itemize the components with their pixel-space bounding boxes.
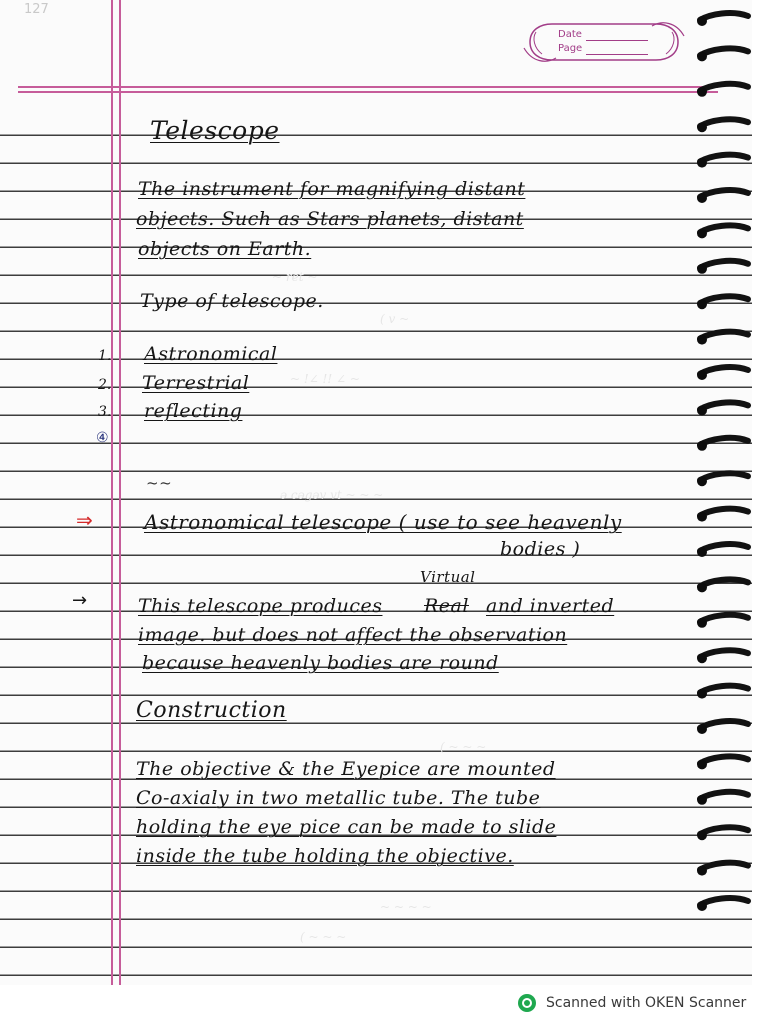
type-number-2: 2. <box>98 377 112 393</box>
definition-line-2: objects. Such as Stars planets, distant <box>136 208 524 230</box>
scanner-label: Scanned with OKEN Scanner <box>546 995 747 1011</box>
definition-line-3: objects on Earth. <box>138 238 312 260</box>
margin-rule-2 <box>119 0 121 985</box>
spiral-coil <box>700 721 748 728</box>
type-item-3: reflecting <box>144 400 243 422</box>
spiral-coil <box>700 863 748 870</box>
spiral-hole <box>697 512 707 522</box>
page-label: Page <box>558 43 583 54</box>
spiral-hole <box>697 759 707 769</box>
spiral-coil <box>700 155 748 162</box>
header-rule-1 <box>18 86 718 88</box>
spiral-hole <box>697 582 707 592</box>
image-line-3: because heavenly bodies are round <box>142 652 499 674</box>
spiral-coil <box>700 119 748 126</box>
spiral-binding-icon <box>688 0 752 985</box>
construction-heading: Construction <box>136 698 287 723</box>
spiral-coil <box>700 225 748 232</box>
type-number-4-mark: ④ <box>96 430 109 446</box>
spiral-hole <box>697 547 707 557</box>
header-rule-2 <box>18 91 718 93</box>
spiral-coil <box>700 650 748 657</box>
type-number-1: 1. <box>98 348 112 364</box>
spiral-hole <box>697 901 707 911</box>
construction-line-3: holding the eye pice can be made to slide <box>136 816 557 838</box>
type-item-1: Astronomical <box>144 343 278 365</box>
spiral-hole <box>697 193 707 203</box>
scanner-footer <box>518 993 746 1013</box>
spiral-hole <box>697 405 707 415</box>
date-page-stamp <box>522 18 686 66</box>
notebook-page: 127 Date Page ~ ret ~ ( v ~ ~ !∠ !! ∠ ~ ə cəgəv vt ~ ~ ~ ( ~ ~ ~ ~ ~ ~ ~ ( ~ ~ ~ Telescope The instrument for magnifying distant objects. Such as Stars planets, distant objects on Earth. Type of telescope. 1. Astronomical 2. Terrestrial 3. reflecting ④ ~~ ⇒ Astronomical telescope ( use to see heavenly bodies ) Virtual → This telescope produces Real and inverted image. but does not affect the observation because heavenly bodies are round Construction The objective & the Eyepice are mounted Co-axialy in two metallic tube. The tube holding the eye pice can be made to slide inside the tube holding the objective. <box>0 0 752 985</box>
section-heading-continued: bodies ) <box>500 538 581 560</box>
definition-line-1: The instrument for magnifying distant <box>138 178 526 200</box>
spiral-hole <box>697 441 707 451</box>
spiral-coil <box>700 190 748 197</box>
types-heading: Type of telescope. <box>140 290 324 312</box>
margin-rule-1 <box>111 0 113 985</box>
spiral-hole <box>697 866 707 876</box>
spiral-hole <box>697 122 707 132</box>
date-label: Date <box>558 29 582 40</box>
spiral-hole <box>697 299 707 309</box>
image-line-2: image. but does not affect the observation <box>138 624 568 646</box>
spiral-hole <box>697 689 707 699</box>
spiral-coil <box>700 402 748 409</box>
spiral-coil <box>700 827 748 834</box>
spiral-hole <box>697 724 707 734</box>
spiral-hole <box>697 795 707 805</box>
spiral-hole <box>697 335 707 345</box>
arrow-bullet-icon: → <box>72 590 88 611</box>
section-heading: Astronomical telescope ( use to see heavenly <box>144 510 622 534</box>
spiral-hole <box>697 158 707 168</box>
spiral-coil <box>700 898 748 905</box>
spiral-coil <box>700 792 748 799</box>
construction-line-1: The objective & the Eyepice are mounted <box>136 758 556 780</box>
spiral-coil <box>700 686 748 693</box>
spiral-coil <box>700 509 748 516</box>
spiral-hole <box>697 653 707 663</box>
spiral-coil <box>700 296 748 303</box>
oken-scanner-logo-icon <box>518 994 536 1012</box>
spiral-hole <box>697 370 707 380</box>
spiral-coil <box>700 615 748 622</box>
spiral-hole <box>697 476 707 486</box>
red-double-arrow-icon: ⇒ <box>76 508 93 532</box>
spiral-coil <box>700 579 748 586</box>
image-line-1b: and inverted <box>486 595 615 617</box>
spiral-coil <box>700 13 748 20</box>
inserted-word: Virtual <box>420 568 476 586</box>
spiral-hole <box>697 16 707 26</box>
type-item-2: Terrestrial <box>142 372 250 394</box>
spiral-hole <box>697 228 707 238</box>
spiral-coil <box>700 48 748 55</box>
page-title: Telescope <box>150 116 280 145</box>
struck-word: Real <box>424 595 469 617</box>
spiral-coil <box>700 261 748 268</box>
spiral-coil <box>700 84 748 91</box>
construction-line-2: Co-axialy in two metallic tube. The tube <box>136 787 541 809</box>
spiral-hole <box>697 87 707 97</box>
spiral-coil <box>700 756 748 763</box>
page-corner-mark: 127 <box>24 2 49 17</box>
spiral-coil <box>700 438 748 445</box>
spiral-coil <box>700 473 748 480</box>
scribble-mark: ~~ <box>146 474 173 492</box>
spiral-coil <box>700 332 748 339</box>
spiral-coil <box>700 544 748 551</box>
spiral-coil <box>700 367 748 374</box>
type-number-3: 3. <box>98 404 112 420</box>
spiral-hole <box>697 51 707 61</box>
construction-line-4: inside the tube holding the objective. <box>136 845 514 867</box>
spiral-hole <box>697 264 707 274</box>
spiral-hole <box>697 830 707 840</box>
image-line-1a: This telescope produces <box>138 595 383 617</box>
spiral-hole <box>697 618 707 628</box>
